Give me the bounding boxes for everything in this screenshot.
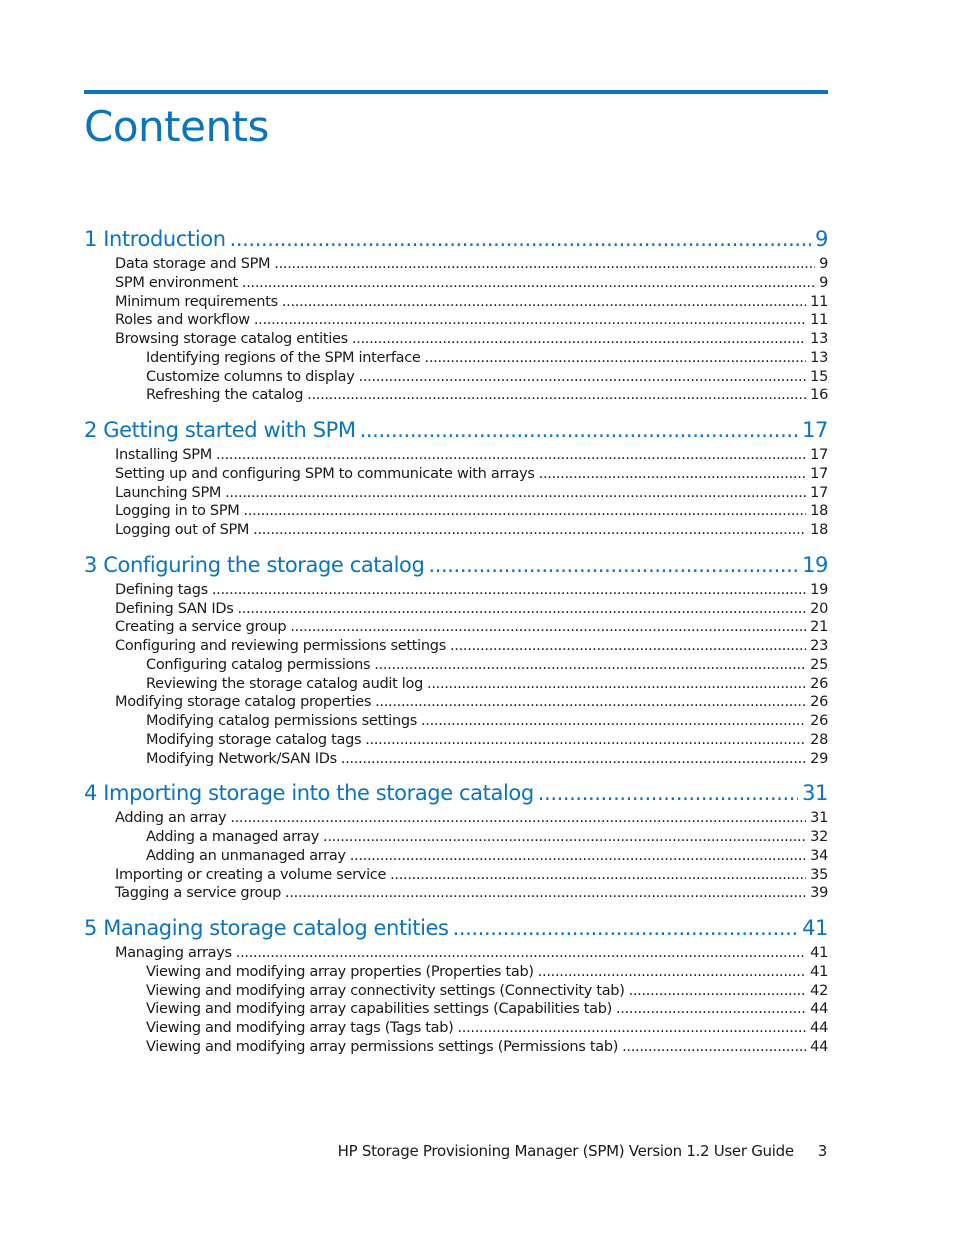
toc-entry-label: Creating a service group bbox=[115, 619, 287, 636]
dot-leader bbox=[390, 866, 806, 885]
toc-entry[interactable] bbox=[84, 600, 828, 619]
toc-entry[interactable] bbox=[84, 637, 828, 656]
toc-entry-label: Adding a managed array bbox=[146, 829, 320, 845]
dot-leader bbox=[538, 780, 798, 807]
toc-page-number: 31 bbox=[810, 810, 828, 827]
dot-leader bbox=[282, 293, 806, 312]
toc-page-number: 21 bbox=[810, 619, 828, 636]
toc-subentry[interactable] bbox=[84, 750, 828, 769]
dot-leader bbox=[453, 915, 799, 942]
page-footer bbox=[338, 1142, 827, 1160]
toc-page-number: 19 bbox=[810, 581, 828, 598]
toc-entry-label: Modifying storage catalog properties bbox=[115, 694, 372, 711]
dot-leader bbox=[274, 255, 815, 274]
toc-subentry[interactable] bbox=[84, 712, 828, 731]
toc-entry-label: SPM environment bbox=[115, 274, 238, 291]
toc-chapter bbox=[84, 915, 828, 1057]
toc-page-number: 32 bbox=[810, 829, 828, 845]
toc-subentry[interactable] bbox=[84, 1019, 828, 1038]
dot-leader bbox=[242, 274, 815, 293]
toc-chapter-link[interactable] bbox=[84, 226, 828, 253]
dot-leader bbox=[341, 750, 806, 769]
toc-subentry[interactable] bbox=[84, 368, 828, 387]
dot-leader bbox=[323, 828, 806, 847]
toc-chapter-label: 4 Importing storage into the storage catalog bbox=[84, 781, 534, 806]
toc-page-number: 20 bbox=[810, 600, 828, 617]
dot-leader bbox=[216, 446, 806, 465]
toc-entry[interactable] bbox=[84, 944, 828, 963]
dot-leader bbox=[375, 693, 806, 712]
toc-chapter-link[interactable] bbox=[84, 780, 828, 807]
dot-leader bbox=[427, 675, 806, 694]
toc-entry-label: Defining SAN IDs bbox=[115, 600, 234, 617]
toc-subentry[interactable] bbox=[84, 349, 828, 368]
toc-entry-label: Viewing and modifying array connectivity settings (Connectivity tab) bbox=[146, 982, 625, 999]
toc-page-number: 26 bbox=[810, 675, 828, 692]
toc-page-number: 11 bbox=[810, 312, 828, 329]
page-title: Contents bbox=[84, 102, 269, 151]
toc-page-number: 41 bbox=[802, 916, 828, 940]
dot-leader bbox=[352, 330, 806, 349]
toc-page-number: 28 bbox=[810, 731, 828, 748]
toc-chapter-link[interactable] bbox=[84, 552, 828, 579]
toc-entry[interactable] bbox=[84, 884, 828, 903]
toc-subentry[interactable] bbox=[84, 386, 828, 405]
dot-leader bbox=[450, 637, 806, 656]
footer-page-number: 3 bbox=[817, 1142, 827, 1160]
toc-subentry[interactable] bbox=[84, 982, 828, 1001]
toc-entry-label: Data storage and SPM bbox=[115, 256, 271, 272]
toc-entry-label: Minimum requirements bbox=[115, 293, 278, 310]
top-rule bbox=[84, 90, 828, 94]
toc-entry-label: Viewing and modifying array capabilities settings (Capabilities tab) bbox=[146, 1001, 612, 1018]
toc-page-number: 42 bbox=[810, 982, 828, 999]
dot-leader bbox=[238, 600, 807, 619]
dot-leader bbox=[428, 552, 798, 579]
toc-entry-label: Managing arrays bbox=[115, 945, 232, 961]
toc-page-number: 11 bbox=[810, 293, 828, 310]
toc-entry-label: Configuring catalog permissions bbox=[146, 656, 371, 673]
toc-page-number: 9 bbox=[819, 274, 828, 291]
dot-leader bbox=[616, 1000, 806, 1019]
toc-page-number: 34 bbox=[810, 847, 828, 864]
toc-page-number: 19 bbox=[802, 552, 828, 577]
table-of-contents bbox=[84, 226, 828, 1069]
toc-subentry[interactable] bbox=[84, 847, 828, 866]
dot-leader bbox=[539, 465, 807, 484]
toc-page-number: 41 bbox=[810, 963, 828, 980]
toc-page-number: 18 bbox=[810, 522, 828, 538]
toc-subentry[interactable] bbox=[84, 963, 828, 982]
dot-leader bbox=[225, 484, 806, 503]
toc-chapter bbox=[84, 552, 828, 769]
toc-entry[interactable] bbox=[84, 866, 828, 885]
toc-entry-label: Viewing and modifying array tags (Tags tab) bbox=[146, 1020, 454, 1036]
toc-entry-label: Defining tags bbox=[115, 581, 208, 598]
toc-page-number: 15 bbox=[810, 368, 828, 385]
dot-leader bbox=[230, 809, 806, 828]
toc-entry-label: Setting up and configuring SPM to communicate with arrays bbox=[115, 465, 535, 482]
toc-chapter-label: 3 Configuring the storage catalog bbox=[84, 552, 425, 577]
toc-entry-label: Viewing and modifying array permissions settings (Permissions tab) bbox=[146, 1038, 619, 1055]
toc-chapter bbox=[84, 780, 828, 903]
toc-page-number: 29 bbox=[810, 750, 828, 767]
toc-subentry[interactable] bbox=[84, 828, 828, 847]
toc-entry-label: Importing or creating a volume service bbox=[115, 866, 387, 883]
toc-page-number: 44 bbox=[810, 1020, 828, 1036]
dot-leader bbox=[629, 982, 807, 1001]
toc-page-number: 41 bbox=[810, 945, 828, 961]
dot-leader bbox=[253, 521, 806, 540]
dot-leader bbox=[254, 311, 806, 330]
toc-chapter-label: 1 Introduction bbox=[84, 227, 226, 251]
toc-page-number: 31 bbox=[802, 781, 828, 806]
dot-leader bbox=[244, 502, 807, 521]
dot-leader bbox=[425, 349, 807, 368]
toc-entry[interactable] bbox=[84, 311, 828, 330]
toc-page-number: 39 bbox=[810, 885, 828, 902]
toc-page-number: 9 bbox=[819, 256, 828, 272]
toc-subentry[interactable] bbox=[84, 675, 828, 694]
toc-chapter-label: 5 Managing storage catalog entities bbox=[84, 916, 449, 940]
toc-entry-label: Tagging a service group bbox=[115, 885, 282, 902]
toc-entry-label: Installing SPM bbox=[115, 447, 212, 463]
toc-subentry[interactable] bbox=[84, 1038, 828, 1057]
toc-subentry[interactable] bbox=[84, 656, 828, 675]
toc-entry-label: Logging out of SPM bbox=[115, 522, 250, 538]
toc-page-number: 9 bbox=[815, 227, 828, 251]
toc-chapter-label: 2 Getting started with SPM bbox=[84, 418, 356, 442]
dot-leader bbox=[421, 712, 806, 731]
toc-entry-label: Viewing and modifying array properties (Properties tab) bbox=[146, 963, 534, 980]
toc-page-number: 35 bbox=[810, 866, 828, 883]
toc-entry-label: Browsing storage catalog entities bbox=[115, 331, 348, 347]
toc-entry-label: Launching SPM bbox=[115, 484, 222, 501]
toc-entry-label: Logging in to SPM bbox=[115, 503, 240, 520]
dot-leader bbox=[290, 618, 806, 637]
dot-leader bbox=[374, 656, 806, 675]
toc-chapter-link[interactable] bbox=[84, 417, 828, 444]
toc-page-number: 25 bbox=[810, 656, 828, 673]
toc-entry[interactable] bbox=[84, 255, 828, 274]
toc-page-number: 17 bbox=[810, 484, 828, 501]
dot-leader bbox=[212, 581, 806, 600]
toc-entry-label: Identifying regions of the SPM interface bbox=[146, 349, 421, 366]
toc-entry-label: Customize columns to display bbox=[146, 368, 355, 385]
toc-subentry[interactable] bbox=[84, 1000, 828, 1019]
toc-entry-label: Roles and workflow bbox=[115, 312, 250, 329]
toc-entry[interactable] bbox=[84, 693, 828, 712]
dot-leader bbox=[458, 1019, 807, 1038]
toc-chapter-link[interactable] bbox=[84, 915, 828, 942]
toc-page-number: 26 bbox=[810, 713, 828, 729]
toc-entry[interactable] bbox=[84, 618, 828, 637]
toc-page-number: 17 bbox=[810, 465, 828, 482]
toc-chapter bbox=[84, 417, 828, 540]
toc-page-number: 17 bbox=[810, 447, 828, 463]
toc-entry-label: Modifying catalog permissions settings bbox=[146, 713, 417, 729]
toc-page-number: 44 bbox=[810, 1001, 828, 1018]
toc-page-number: 13 bbox=[810, 349, 828, 366]
toc-page-number: 26 bbox=[810, 694, 828, 711]
toc-subentry[interactable] bbox=[84, 731, 828, 750]
dot-leader bbox=[236, 944, 806, 963]
toc-entry[interactable] bbox=[84, 274, 828, 293]
toc-entry[interactable] bbox=[84, 330, 828, 349]
toc-entry[interactable] bbox=[84, 484, 828, 503]
dot-leader bbox=[622, 1038, 806, 1057]
dot-leader bbox=[538, 963, 806, 982]
toc-page-number: 23 bbox=[810, 638, 828, 654]
toc-entry[interactable] bbox=[84, 521, 828, 540]
toc-page-number: 44 bbox=[810, 1038, 828, 1055]
toc-page-number: 18 bbox=[810, 503, 828, 520]
toc-chapter bbox=[84, 226, 828, 405]
dot-leader bbox=[230, 226, 811, 253]
dot-leader bbox=[307, 386, 806, 405]
toc-entry[interactable] bbox=[84, 446, 828, 465]
toc-page-number: 16 bbox=[810, 387, 828, 404]
toc-entry-label: Refreshing the catalog bbox=[146, 387, 304, 404]
toc-page-number: 13 bbox=[810, 331, 828, 347]
toc-entry[interactable] bbox=[84, 581, 828, 600]
toc-entry-label: Adding an unmanaged array bbox=[146, 847, 346, 864]
toc-entry-label: Adding an array bbox=[115, 810, 227, 827]
dot-leader bbox=[365, 731, 806, 750]
toc-entry-label: Modifying storage catalog tags bbox=[146, 731, 362, 748]
toc-entry[interactable] bbox=[84, 502, 828, 521]
toc-entry-label: Configuring and reviewing permissions settings bbox=[115, 638, 446, 654]
toc-page-number: 17 bbox=[802, 418, 828, 442]
toc-entry-label: Modifying Network/SAN IDs bbox=[146, 750, 337, 767]
footer-title: HP Storage Provisioning Manager (SPM) Version 1.2 User Guide bbox=[337, 1142, 794, 1160]
dot-leader bbox=[359, 368, 807, 387]
dot-leader bbox=[350, 847, 806, 866]
dot-leader bbox=[360, 417, 798, 444]
toc-entry[interactable] bbox=[84, 465, 828, 484]
toc-entry-label: Reviewing the storage catalog audit log bbox=[146, 675, 424, 692]
dot-leader bbox=[285, 884, 806, 903]
toc-entry[interactable] bbox=[84, 293, 828, 312]
toc-entry[interactable] bbox=[84, 809, 828, 828]
